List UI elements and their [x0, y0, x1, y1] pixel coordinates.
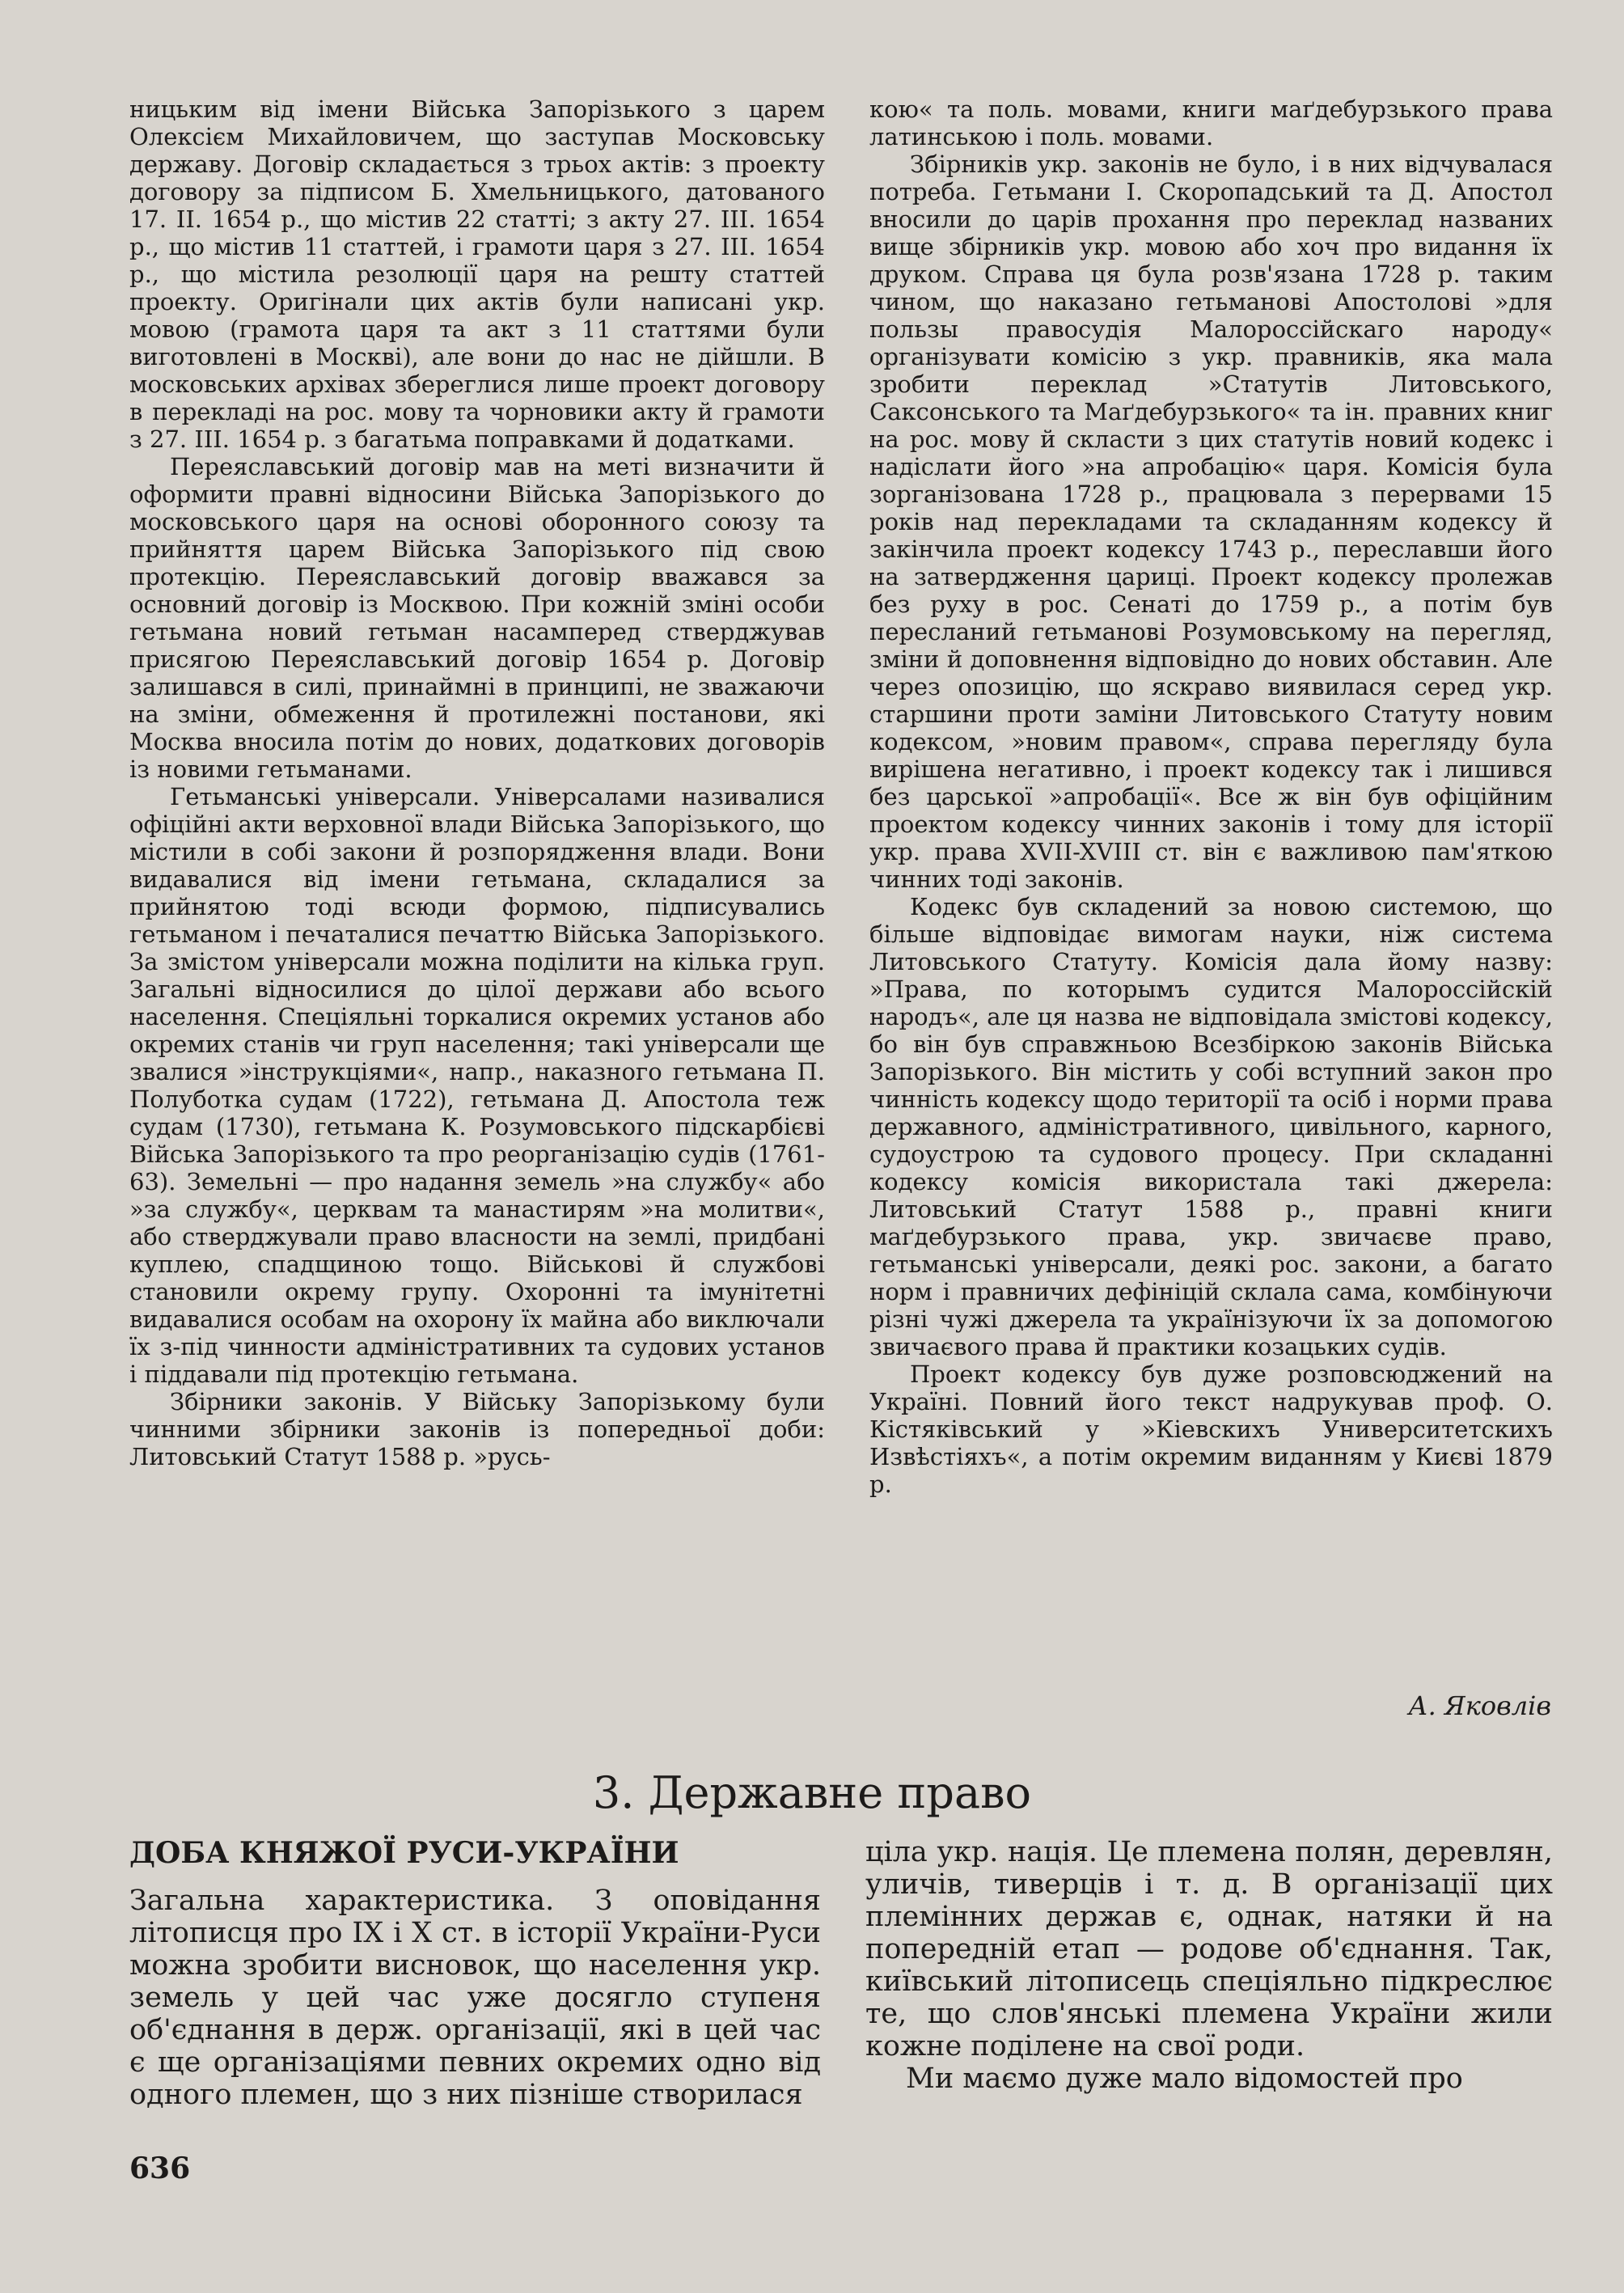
paragraph: Кодекс був складений за новою системою, що більше відповідає вимогам науки, ніж система Литовського Статуту. Комісія дала йому назву: »Права, по которымъ судится Малороссійскій народъ«, але ця назва не відповідала змістові кодексу, бо він був справжньою Всезбіркою законів Війська Запорізького. Він містить у собі вступний закон про чинність кодексу щодо території та осіб і норми права державного, адміністративного, цивільного, карного, судоустрою та судового процесу. При складанні кодексу комісія використала такі джерела: Литовський Статут 1588 р., правні книги маґдебурзького права, укр. звичаєве право, гетьманські універсали, деякі рос. закони, а багато норм і правничих дефініцій склала сама, комбінуючи різні чужі джерела та українізуючи їх за допомогою звичаєвого права й практики козацьких судів. [869, 893, 1553, 1360]
paragraph: Загальна характеристика. З оповідання літописця про IX і X ст. в історії України-Руси можна зробити висновок, що населення укр. земель у цей час уже досягло ступеня об'єднання в держ. організації, які в цей час є ще організаціями певних окремих одно від одного племен, що з них пізніше створилася [129, 1885, 821, 2111]
paragraph: Гетьманські універсали. Універсалами називалися офіційні акти верховної влади Війська Запорізького, що містили в собі закони й розпорядження влади. Вони видавалися від імени гетьмана, складалися за прийнятою тоді всюди формою, підписувались гетьманом і печаталися печаттю Війська Запорізького. За змістом універсали можна поділити на кілька груп. Загальні відносилися до цілої держави або всього населення. Спеціяльні торкалися окремих установ або окремих станів чи груп населення; такі універсали ще звалися »інструкціями«, напр., наказного гетьмана П. Полуботка судам (1722), гетьмана Д. Апостола теж судам (1730), гетьмана К. Розумовського підскарбієві Війська Запорізького та про реорганізацію судів (1761-63). Земельні — про надання земель »на службу« або »за службу«, церквам та манастирям »на молитви«, або стверджували право власности на землі, придбані куплею, спадщиною тощо. Військові й службові становили окрему групу. Охоронні та імунітетні видавалися особам на охорону їх майна або виключали їх з-під чинности адміністративних та судових установ і піддавали під протекцію гетьмана. [129, 783, 825, 1388]
section-title: 3. Державне право [592, 1767, 1032, 1818]
paragraph: кою« та поль. мовами, книги маґдебурзького права латинською і поль. мовами. [869, 95, 1553, 150]
era-title: ДОБА КНЯЖОЇ РУСИ-УКРАЇНИ [129, 1836, 679, 1870]
paragraph: Переяславський договір мав на меті визначити й оформити правні відносини Війська Запорізького до московського царя на основі оборонного союзу та прийняття царем Війська Запорізького під свою протекцію. Переяславський договір вважався за основний договір із Москвою. При кожній зміні особи гетьмана новий гетьман насамперед стверджував присягою Переяславський договір 1654 р. Договір залишався в силі, принаймні в принципі, не зважаючи на зміни, обмеження й протилежні постанови, які Москва вносила потім до нових, додаткових договорів із новими гетьманами. [129, 453, 825, 783]
paragraph: Ми маємо дуже мало відомостей про [906, 2062, 1463, 2095]
paragraph: ницьким від імени Війська Запорізького з царем Олексієм Михайловичем, що заступав Московську державу. Договір складається з трьох актів: з проекту договору за підписом Б. Хмельницького, датованого 17. II. 1654 р., що містив 22 статті; з акту 27. III. 1654 р., що містив 11 статтей, і грамоти царя з 27. III. 1654 р., що містила резолюції царя на решту статтей проекту. Оригінали цих актів були написані укр. мовою (грамота царя та акт з 11 статтями були виготовлені в Москві), але вони до нас не дійшли. В московських архівах збереглися лише проект договору в перекладі на рос. мову та чорновики акту й грамоти з 27. III. 1654 р. з багатьма поправками й додатками. [129, 95, 825, 453]
paragraph: ціла укр. нація. Це племена полян, деревлян, уличів, тиверців і т. д. В організації цих племінних держав є, однак, натяки й на попередній етап — родове об'єднання. Так, київський літописець спеціяльно підкреслює те, що слов'янські племена України жили кожне поділене на свої роди. [865, 1836, 1553, 2062]
page-number: 636 [129, 2151, 191, 2185]
text-column-right-bottom [865, 1836, 1553, 2095]
paragraph: Проект кодексу був дуже розповсюджений на Україні. Повний його текст надрукував проф. О. Кістяківський у »Кіевскихъ Университетскихъ Извѣстіяхъ«, а потім окремим виданням у Києві 1879 р. [869, 1360, 1553, 1498]
text-column-left-bottom [129, 1885, 821, 2111]
paragraph: Збірників укр. законів не було, і в них відчувалася потреба. Гетьмани І. Скоропадський та Д. Апостол вносили до царів прохання про переклад названих вище збірників укр. мовою або хоч про видання їх друком. Справа ця була розв'язана 1728 р. таким чином, що наказано гетьманові Апостолові »для пользы правосудія Малороссійскаго народу« організувати комісію з укр. правників, яка мала зробити переклад »Статутів Литовського, Саксонського та Маґдебурзького« та ін. правних книг на рос. мову й скласти з цих статутів новий кодекс і надіслати його »на апробацію« царя. Комісія була зорганізована 1728 р., працювала з перервами 15 років над перекладами та складанням кодексу й закінчила проект кодексу 1743 р., переславши його на затвердження цариці. Проект кодексу пролежав без руху в рос. Сенаті до 1759 р., а потім був пересланий гетьманові Розумовському на перегляд, зміни й доповнення відповідно до нових обставин. Але через опозицію, що яскраво виявилася серед укр. старшини проти заміни Литовського Статуту новим кодексом, »новим правом«, справа перегляду була вирішена негативно, і проект кодексу так і лишився без царської »апробації«. Все ж він був офіційним проектом кодексу чинних законів і тому для історії укр. права XVII-XVIII ст. він є важливою пам'яткою чинних тоді законів. [869, 150, 1553, 893]
text-column-right-top [869, 95, 1553, 1498]
text-column-left-top [129, 95, 825, 1470]
author-signature: А. Яковлів [1408, 1690, 1551, 1721]
paragraph: Збірники законів. У Війську Запорізькому були чинними збірники законів із попередньої доби: Литовський Статут 1588 р. »русь- [129, 1388, 825, 1470]
